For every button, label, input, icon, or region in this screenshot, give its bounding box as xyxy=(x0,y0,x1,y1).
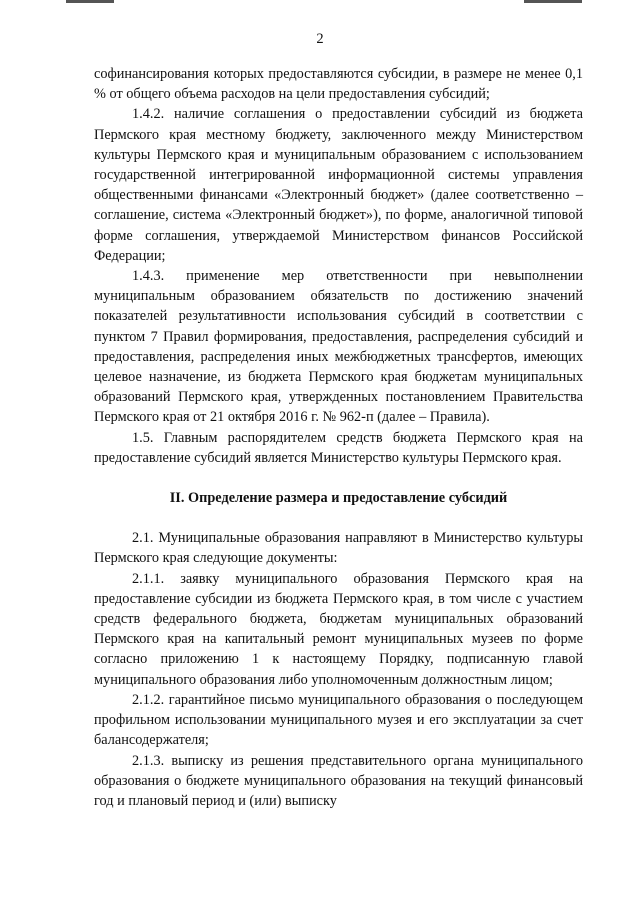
paragraph-2-1-2: 2.1.2. гарантийное письмо муниципального образования о последующем профильном использовании муниципального музея и его эксплуатации за счет балансодержателя; xyxy=(94,691,583,749)
paragraph-cofinancing: софинансирования которых предоставляются субсидии, в размере не менее 0,1 % от общего объема расходов на цели предоставления субсидий; xyxy=(94,66,583,103)
paragraph-2-1: 2.1. Муниципальные образования направляют в Министерство культуры Пермского края следующие документы: xyxy=(94,530,583,567)
page-number: 2 xyxy=(316,31,324,47)
paragraph-1-5: 1.5. Главным распорядителем средств бюджета Пермского края на предоставление субсидий является Министерство культуры Пермского края. xyxy=(94,429,583,466)
paragraph-1-4-3: 1.4.3. применение мер ответственности при невыполнении муниципальным образованием обязательств по достижению значений показателей результативности использования субсидий в соответствии с пунктом 7 Правил формирования, предоставления, распределения субсидий и предоставления, распределения иных межбюджетных трансфертов, имеющих целевое назначение, из бюджета Пермского края бюджетам муниципальных образований Пермского края, утвержденных постановлением Правительства Пермского края от 21 октября 2016 г. № 962-п (далее – Правила). xyxy=(94,268,583,426)
document-body xyxy=(94,64,583,811)
paragraph-2-1-1: 2.1.1. заявку муниципального образования Пермского края на предоставление субсидии из бюджета Пермского края, в том числе с участием средств федерального бюджета, бюджетам муниципальных образований Пермского края на капитальный ремонт муниципальных музеев по форме согласно приложению 1 к настоящему Порядку, подписанную главой муниципального образования либо уполномоченным должностным лицом; xyxy=(94,570,583,688)
paragraph-1-4-2: 1.4.2. наличие соглашения о предоставлении субсидий из бюджета Пермского края местному бюджету, заключенного между Министерством культуры Пермского края и муниципальным образованием с использованием государственной интегрированной информационной системы управления общественными финансами «Электронный бюджет» (далее соответственно – соглашение, система «Электронный бюджет»), по форме, аналогичной типовой форме соглашения, утверждаемой Министерством финансов Российской Федерации; xyxy=(94,106,583,264)
scan-edge-mark-right xyxy=(524,0,582,3)
scan-edge-mark-left xyxy=(66,0,114,3)
section-heading: II. Определение размера и предоставление субсидий xyxy=(169,490,508,507)
spacer xyxy=(94,468,583,488)
paragraph-2-1-3: 2.1.3. выписку из решения представительного органа муниципального образования о бюджете муниципального образования на текущий финансовый год и плановый период и (или) выписку xyxy=(94,752,583,809)
spacer xyxy=(94,508,583,528)
